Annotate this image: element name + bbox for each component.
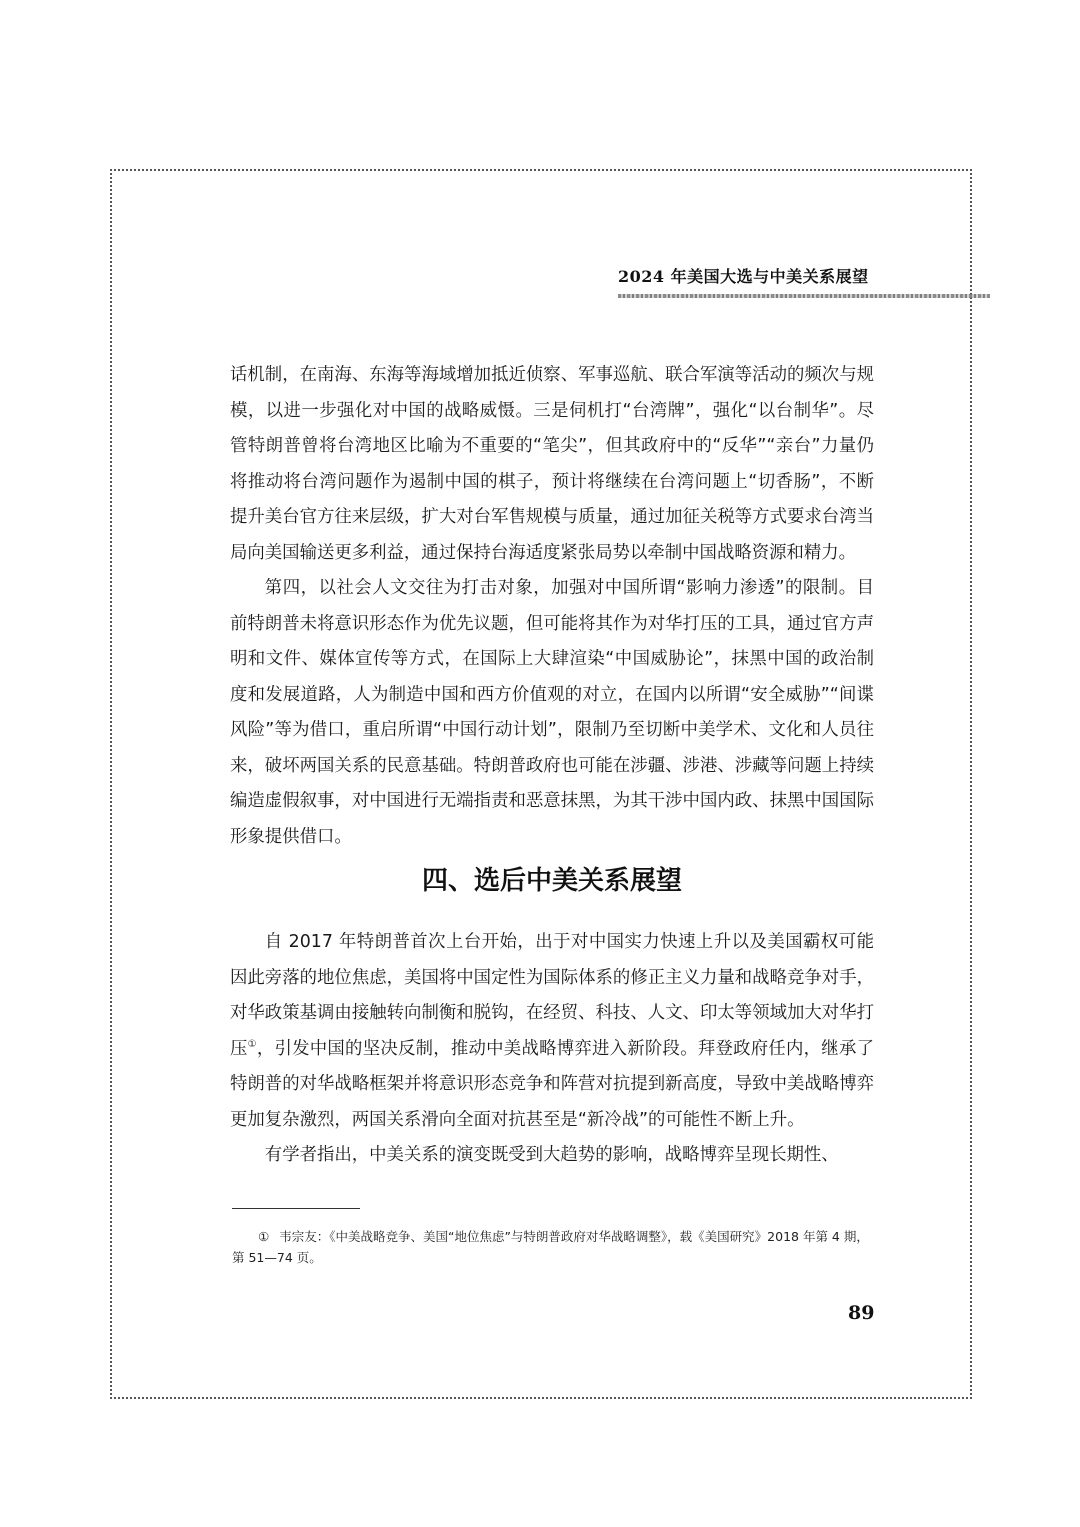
- paragraph: 话机制，在南海、东海等海域增加抵近侦察、军事巡航、联合军演等活动的频次与规模，以进一步强化对中国的战略威慑。三是伺机打“台湾牌”，强化“以台制华”。尽管特朗普曾将台湾地区比喻为不重要的“笔尖”，但其政府中的“反华”“亲台”力量仍将推动将台湾问题作为遏制中国的棋子，预计将继续在台湾问题上“切香肠”，不断提升美台官方往来层级，扩大对台军售规模与质量，通过加征关税等方式要求台湾当局向美国输送更多利益，通过保持台海适度紧张局势以牵制中国战略资源和精力。: [230, 365, 874, 563]
- paragraph: 第四，以社会人文交往为打击对象，加强对中国所谓“影响力渗透”的限制。目前特朗普未将意识形态作为优先议题，但可能将其作为对华打压的工具，通过官方声明和文件、媒体宣传等方式，在国际上大肆渲染“中国威胁论”，抹黑中国的政治制度和发展道路，人为制造中国和西方价值观的对立，在国内以所谓“安全威胁”“间谍风险”等为借口，重启所谓“中国行动计划”，限制乃至切断中美学术、文化和人员往来，破坏两国关系的民意基础。特朗普政府也可能在涉疆、涉港、涉藏等问题上持续编造虚假叙事，对中国进行无端指责和恶意抹黑，为其干涉中国内政、抹黑中国国际形象提供借口。: [230, 578, 874, 847]
- footnote-separator: [232, 1208, 360, 1209]
- section-heading: 四、选后中美关系展望: [421, 866, 682, 896]
- page-number: 89: [848, 1302, 875, 1324]
- paragraph-text: ，引发中国的坚决反制，推动中美战略博弈进入新阶段。拜登政府任内，继承了特朗普的对华战略框架并将意识形态竞争和阵营对抗提到新高度，导致中美战略博弈更加复杂激烈，两国关系滑向全面对抗甚至是“新冷战”的可能性不断上升。: [230, 1038, 874, 1130]
- footnote: [232, 1226, 876, 1268]
- body-text-lower: [230, 925, 874, 1174]
- paragraph: [230, 925, 874, 1138]
- footnote-mark: ①: [258, 1229, 270, 1244]
- running-head-rule: [618, 294, 990, 298]
- paragraph: 有学者指出，中美关系的演变既受到大趋势的影响，战略博弈呈现长期性、: [264, 1145, 839, 1165]
- body-text-upper: [230, 358, 874, 855]
- running-head: 2024 年美国大选与中美关系展望: [618, 267, 869, 286]
- footnote-text: 韦宗友：《中美战略竞争、美国“地位焦虑”与特朗普政府对华战略调整》，载《美国研究》2018 年第 4 期，第 51—74 页。: [232, 1229, 869, 1265]
- paragraph-text: 自 2017 年特朗普首次上台开始，出于对中国实力快速上升以及美国霸权可能因此旁落的地位焦虑，美国将中国定性为国际体系的修正主义力量和战略竞争对手，对华政策基调由接触转向制衡和脱钩，在经贸、科技、人文、印太等领域加大对华打压: [230, 932, 874, 1059]
- footnote-reference[interactable]: ①: [247, 1038, 257, 1050]
